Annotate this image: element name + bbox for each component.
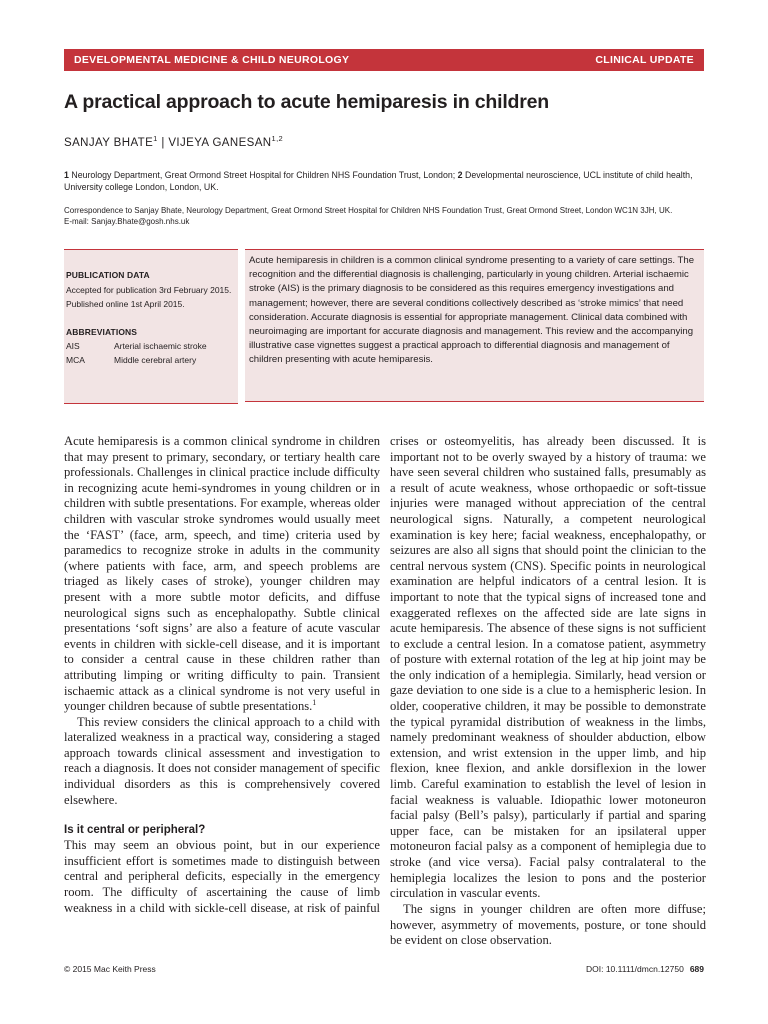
publication-data-heading: PUBLICATION DATA xyxy=(66,270,150,280)
page-number: 689 xyxy=(689,964,704,974)
affiliation-text: Developmental neuroscience, UCL institute of child health, University college London, London, UK. xyxy=(64,170,693,192)
accepted-date: Accepted for publication 3rd February 2015. xyxy=(66,285,232,295)
affiliation-number: 2 xyxy=(457,170,463,180)
paragraph-text: Acute hemiparesis is a common clinical syndrome in children that may present to primary, secondary, or tertiary health care professionals. Challenges in clinical practice include difficulty in recognizing acute hemi-syndromes in young children or in children with subtle presentations. For example, whereas older children with vascular stroke syndromes would usually meet the ‘FAST’ (face, arm, speech, and time) criteria used by paramedics to recognize stroke in adults in the community (where patients with face, arm, and speech problems are triaged as likely cases of stroke), younger children may present with a more subtle motor deficits, and diffuse neurological signs such as encephalopathy. Subtle clinical presentations ‘soft signs’ are also a feature of acute vascular events in children with sickle-cell disease, and it is important to consider a central cause in these children rather than attributing limping or writing difficulty to pain. Transient ischaemic attack as a clinical syndrome is not very useful in younger children because of subtle presentations. xyxy=(64,434,380,714)
section-label: CLINICAL UPDATE xyxy=(595,54,694,66)
body-paragraph: This may seem an obvious point, but in our experience insufficient effort is sometimes made to distinguish between central and peripheral deficits, especially in the emergency room. The difficulty of ascertaining the cause of limb weakness in a child with sickle-cell disease, at risk of painful xyxy=(64,838,380,915)
footer-right xyxy=(586,964,704,974)
abbreviation: AIS xyxy=(66,341,80,351)
author-name: VIJEYA GANESAN xyxy=(168,136,272,149)
correspondence xyxy=(64,205,704,227)
affiliations xyxy=(64,169,704,193)
author-line xyxy=(64,134,283,149)
journal-banner xyxy=(64,49,704,71)
affiliation-number: 1 xyxy=(64,170,69,180)
body-paragraph: This review considers the clinical approach to a child with lateralized weakness in a practical way, considering a staged approach towards clinical assessment and investigation to reach a diagnosis. It does not consider management of specific individual disorders as this is comprehensively covered elsewhere. xyxy=(64,714,380,807)
paragraph-text xyxy=(390,434,706,902)
abbreviation-definition: Middle cerebral artery xyxy=(114,355,197,365)
journal-name: DEVELOPMENTAL MEDICINE & CHILD NEUROLOGY xyxy=(74,54,350,66)
author-affiliation-mark: 1,2 xyxy=(271,134,284,143)
published-date: Published online 1st April 2015. xyxy=(66,299,185,309)
affiliation-text: Neurology Department, Great Ormond Street Hospital for Children NHS Foundation Trust, London; xyxy=(68,170,458,180)
article-title: A practical approach to acute hemiparesis in children xyxy=(64,91,549,113)
abbreviation: MCA xyxy=(66,355,85,365)
publication-sidebar xyxy=(64,249,238,404)
author-name: SANJAY BHATE xyxy=(64,136,154,149)
abbreviation-definition: Arterial ischaemic stroke xyxy=(114,341,207,351)
author-affiliation-mark: 1 xyxy=(153,134,158,143)
paragraph-text-inner: crises or osteomyelitis, has already been discussed. It is important not to be overly swayed by a history of trauma: we have seen several children who sustained falls, presumably as a result of acute weakness, whose orthopaedic or soft-tissue injuries were managed without appreciation of the central neurological signs. Naturally, a competent neurological examination is key here; facial weakness, encephalopathy, or seizures are also all signs that should point the clinician to the central nervous system (CNS). Specific points in neurological examination are helpful indicators of a central lesion. It is important to note that the typical signs of increased tone and exaggerated reflexes on the affected side are late signs in acute hemiparesis. The absence of these signs is not sufficient to exclude a central lesion. In a comatose patient, asymmetry of posture with external rotation of the leg at hip joint may be the only indication of a hemiplegia. Similarly, head version or gaze deviation to one side is a clue to a hemispheric lesion. In older, cooperative children, it may be possible to demonstrate the typical pyramidal distribution of weakness in the limbs, namely predominant weakness of shoulder abduction, elbow extension, and wrist extension in the upper limb, and hip flexion, knee flexion, and ankle dorsiflexion in the lower limb. Careful examination to establish the level of lesion in facial weakness is valuable. Idiopathic lower motoneuron facial palsy (Bell’s palsy), particularly if partial and sparing upper face, can be mistaken for an ipsilateral upper motoneuron facial palsy as a component of hemiplegia due to stroke (and vice versa). Facial palsy contralateral to the hemiplegia localizes the lesion to pons and the posterior circulation in vascular events. xyxy=(390,434,706,901)
abbreviations-heading: ABBREVIATIONS xyxy=(66,327,138,337)
doi: DOI: 10.1111/dmcn.12750 xyxy=(586,964,684,974)
body-paragraph: The signs in younger children are often more diffuse; however, asymmetry of movements, posture, or tone should be evident on close observation. xyxy=(390,902,706,948)
body-column-left xyxy=(64,434,380,916)
section-heading: Is it central or peripheral? xyxy=(64,824,206,837)
abstract: Acute hemiparesis in children is a common clinical syndrome presenting to a variety of care settings. The recognition and the differential diagnosis is challenging, particularly in young children. Arterial ischaemic stroke (AIS) is the primary diagnosis to be considered as this requires emergency investigations and management; however, there are several conditions collectively described as ‘stroke mimics’ that need consideration. Accurate diagnosis is essential for appropriate management. Clinical data combined with neuroimaging are important for accurate diagnosis and management. This review and the accompanying illustrative case vignettes suggest a practical approach to differential diagnosis and management of children presenting with acute hemiparesis. xyxy=(245,249,704,402)
copyright: © 2015 Mac Keith Press xyxy=(64,964,156,974)
citation-ref: 1 xyxy=(312,697,317,707)
body-paragraph xyxy=(64,434,380,715)
correspondence-address: Correspondence to Sanjay Bhate, Neurology Department, Great Ormond Street Hospital for Children NHS Foundation Trust, Great Ormond Street, London WC1N 3JH, UK. xyxy=(64,206,673,215)
body-column-right xyxy=(390,434,706,949)
author-separator: | xyxy=(157,136,169,149)
body-paragraph-continued xyxy=(390,434,706,902)
correspondence-email: E-mail: Sanjay.Bhate@gosh.nhs.uk xyxy=(64,217,190,226)
